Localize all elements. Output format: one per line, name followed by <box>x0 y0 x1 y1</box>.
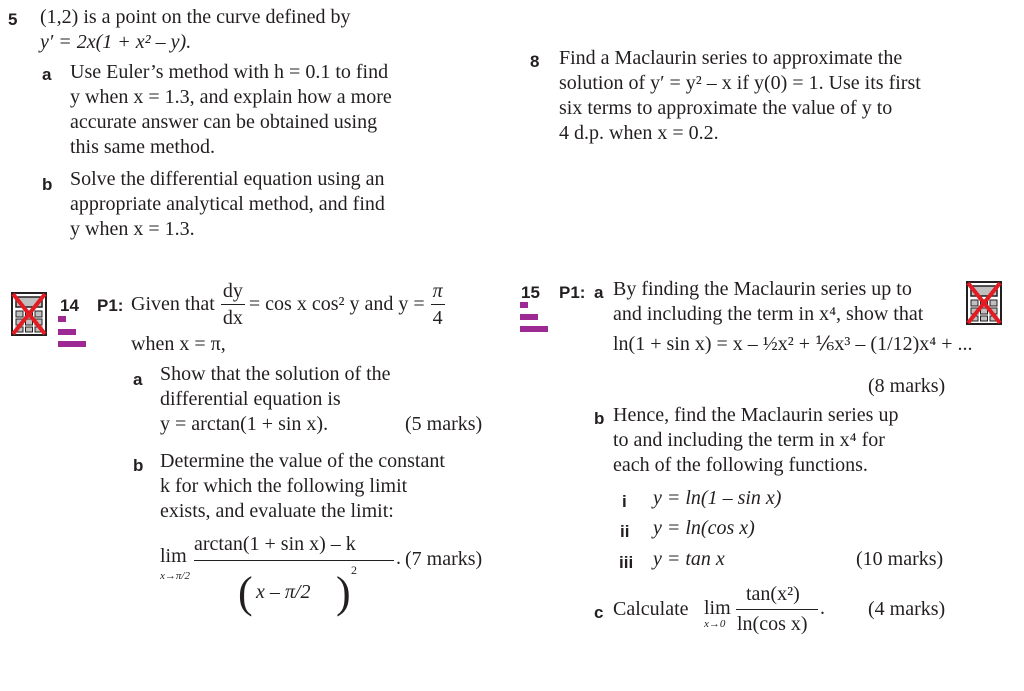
denominator: dx <box>222 306 243 329</box>
text: Given that <box>131 292 215 315</box>
denominator: x – π/2 <box>256 581 311 603</box>
numerator: dy <box>221 281 245 305</box>
text-line: Use Euler’s method with h = 0.1 to find <box>70 61 389 83</box>
part-b-text <box>160 449 445 524</box>
part-label: a <box>133 370 143 389</box>
lim-text: lim <box>160 545 187 567</box>
question-number: 5 <box>8 10 18 29</box>
text-line: Determine the value of the constant <box>160 450 445 472</box>
text-line: 4 d.p. when x = 0.2. <box>559 122 719 144</box>
text-line: differential equation is <box>160 388 341 410</box>
numerator: π <box>431 281 445 305</box>
item-label: i <box>622 492 627 511</box>
part-c-text: Calculate <box>613 598 689 620</box>
right-paren: ) <box>336 568 351 617</box>
pi-over-four-fraction <box>431 281 445 328</box>
text-line: each of the following functions. <box>613 454 868 476</box>
given-line <box>131 278 445 330</box>
text-line: solution of y′ = y² – x if y(0) = 1. Use its first <box>559 72 921 94</box>
question-number: 8 <box>530 52 540 71</box>
question-number: 14 <box>60 296 79 315</box>
denominator: ln(cos x) <box>737 613 808 635</box>
text-line: Hence, find the Maclaurin series up <box>613 404 899 426</box>
text-line: exists, and evaluate the limit: <box>160 500 394 522</box>
item-text: y = ln(1 – sin x) <box>653 487 782 509</box>
fraction-bar <box>736 609 818 610</box>
fraction-bar <box>194 560 394 561</box>
lim-subscript: x→π/2 <box>160 570 190 582</box>
no-calculator-icon <box>11 292 47 336</box>
part-label: b <box>594 409 605 428</box>
item-label: iii <box>619 553 634 572</box>
marks: (8 marks) <box>868 375 946 397</box>
part-a-text <box>160 362 391 437</box>
item-label: ii <box>620 522 630 541</box>
no-calculator-icon <box>966 281 1002 325</box>
text-line: and including the term in x⁴, show that <box>613 303 924 325</box>
text-line: By finding the Maclaurin series up to <box>613 278 912 300</box>
part-label: a <box>42 65 52 84</box>
text-line: accurate answer can be obtained using <box>70 111 378 133</box>
marks: (5 marks) <box>405 413 483 435</box>
part-a-text <box>613 277 923 327</box>
text-line: y when x = 1.3. <box>70 218 195 240</box>
question-number: 15 <box>521 283 540 302</box>
numerator: tan(x²) <box>746 583 800 605</box>
item-text: y = ln(cos x) <box>653 517 755 539</box>
question-intro: (1,2) is a point on the curve defined by <box>40 6 351 28</box>
equation: y′ = 2x(1 + x² – y). <box>40 31 192 53</box>
part-label: b <box>42 175 53 194</box>
paper-tag: P1: <box>97 296 124 315</box>
part-label: a <box>594 283 604 302</box>
series-formula: ln(1 + sin x) = x – ½x² + ⅙x³ – (1/12)x⁴ + ... <box>613 333 973 355</box>
text-line: Find a Maclaurin series to approximate the <box>559 47 903 69</box>
period: . <box>820 597 825 619</box>
text-line: k for which the following limit <box>160 475 408 497</box>
lim-subscript: x→0 <box>704 618 726 630</box>
text-line: appropriate analytical method, and find <box>70 193 385 215</box>
marks: (4 marks) <box>868 598 946 620</box>
text-line: Solve the differential equation using an <box>70 168 385 190</box>
derivative-fraction <box>221 281 245 328</box>
text-line: six terms to approximate the value of y to <box>559 97 893 119</box>
text-line: y = arctan(1 + sin x). <box>160 413 329 435</box>
item-text: y = tan x <box>653 548 725 570</box>
text-line: Show that the solution of the <box>160 363 391 385</box>
part-b-text <box>70 167 385 242</box>
marks: (7 marks) <box>405 548 483 570</box>
text-line: y when x = 1.3, and explain how a more <box>70 86 392 108</box>
when-line: when x = π, <box>131 333 226 355</box>
numerator: arctan(1 + sin x) – k <box>194 533 356 555</box>
part-a-text <box>70 60 392 160</box>
part-label: c <box>594 603 604 622</box>
text-line: to and including the term in x⁴ for <box>613 429 885 451</box>
lim-text: lim <box>704 597 731 619</box>
paper-tag: P1: <box>559 283 586 302</box>
marks: (10 marks) <box>856 548 944 570</box>
question-text <box>559 46 921 146</box>
equation: = cos x cos² y and y = <box>248 292 425 315</box>
denominator: 4 <box>432 306 443 329</box>
exponent: 2 <box>351 563 357 577</box>
part-label: b <box>133 456 144 475</box>
left-paren: ( <box>238 568 253 617</box>
period: . <box>396 547 401 569</box>
part-b-text <box>613 403 898 478</box>
text-line: this same method. <box>70 136 215 158</box>
